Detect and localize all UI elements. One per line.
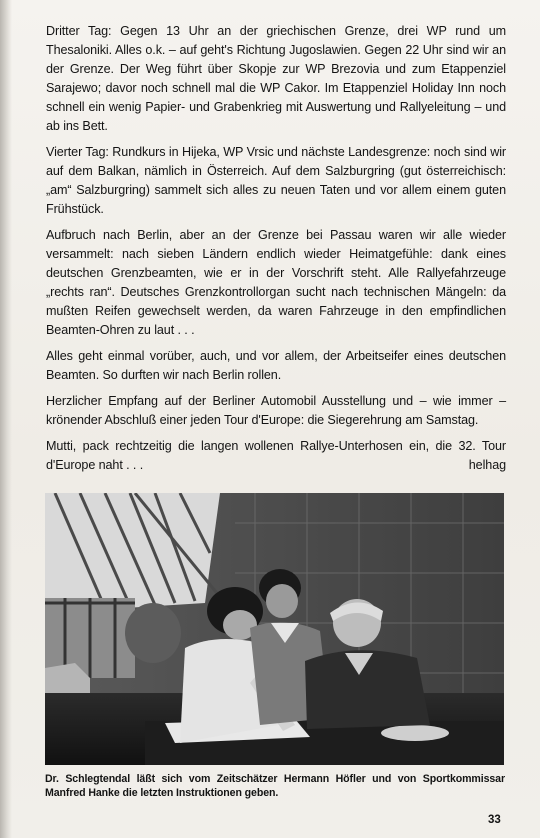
- article-photo: [45, 493, 504, 765]
- page-gutter-shadow: [0, 0, 12, 838]
- paragraph-officials: Alles geht einmal vorüber, auch, und vor allem, der Arbeitseifer eines deutschen Beamten. So durften wir nach Berlin rollen.: [46, 349, 506, 382]
- paragraph-departure-berlin: Aufbruch nach Berlin, aber an der Grenze bei Passau waren wir alle wieder versammelt: nach sieben Ländern endlich wieder Heimatgefühle: dank eines deutschen Grenzbeamten, wie er in der Vorschrift steht. Alle Rallyefahrzeuge „rechts ran“. Deutsches Grenzkontrollorgan sucht nach technischen Mängeln: da mußten Reifen gewechselt werden, da waren Fahrzeuge in den empfindlichen Beamten-Ohren zu laut . . .: [46, 228, 506, 337]
- paragraph-day-four: Vierter Tag: Rundkurs in Hijeka, WP Vrsic und nächste Landesgrenze: noch sind wir auf dem Balkan, nämlich in Österreich. Auf dem Salzburgring (gut österreichisch: „am“ Salzburgring) sammelt sich alles zu neuen Taten und vor allem einem guten Frühstück.: [46, 145, 506, 216]
- photo-caption: Dr. Schlegtendal läßt sich vom Zeitschätzer Hermann Höfler und von Sportkommissar Manfred Hanke die letzten Instruktionen geben.: [45, 773, 505, 799]
- plant: [125, 603, 181, 663]
- paragraph-closing: [46, 437, 506, 475]
- author-signature: helhag: [468, 458, 506, 472]
- closing-text: Mutti, pack rechtzeitig die langen wollenen Rallye-Unterhosen ein, die 32. Tour d'Europe naht . . .: [46, 439, 506, 472]
- second-paper: [381, 725, 449, 741]
- page-number: 33: [488, 814, 501, 826]
- photo-illustration: [45, 493, 504, 765]
- article-body: [46, 22, 506, 475]
- paragraph-reception: Herzlicher Empfang auf der Berliner Automobil Ausstellung und – wie immer – krönender Abschluß einer jeden Tour d'Europe: die Siegerehrung am Samstag.: [46, 394, 506, 427]
- paragraph-day-three: Dritter Tag: Gegen 13 Uhr an der griechischen Grenze, drei WP rund um Thesaloniki. Alles o.k. – auf geht's Richtung Jugoslawien. Gegen 22 Uhr sind wir an der Grenze. Der Weg führt über Skopje zur WP Brezovia und zum Etappenziel Sarajewo; davor noch schnell mal die WP Cakor. Im Etappenziel Holiday Inn noch schnell ein wenig Papier- und Grabenkrieg mit Auswertung und Rallyeleitung – und ab ins Bett.: [46, 24, 506, 133]
